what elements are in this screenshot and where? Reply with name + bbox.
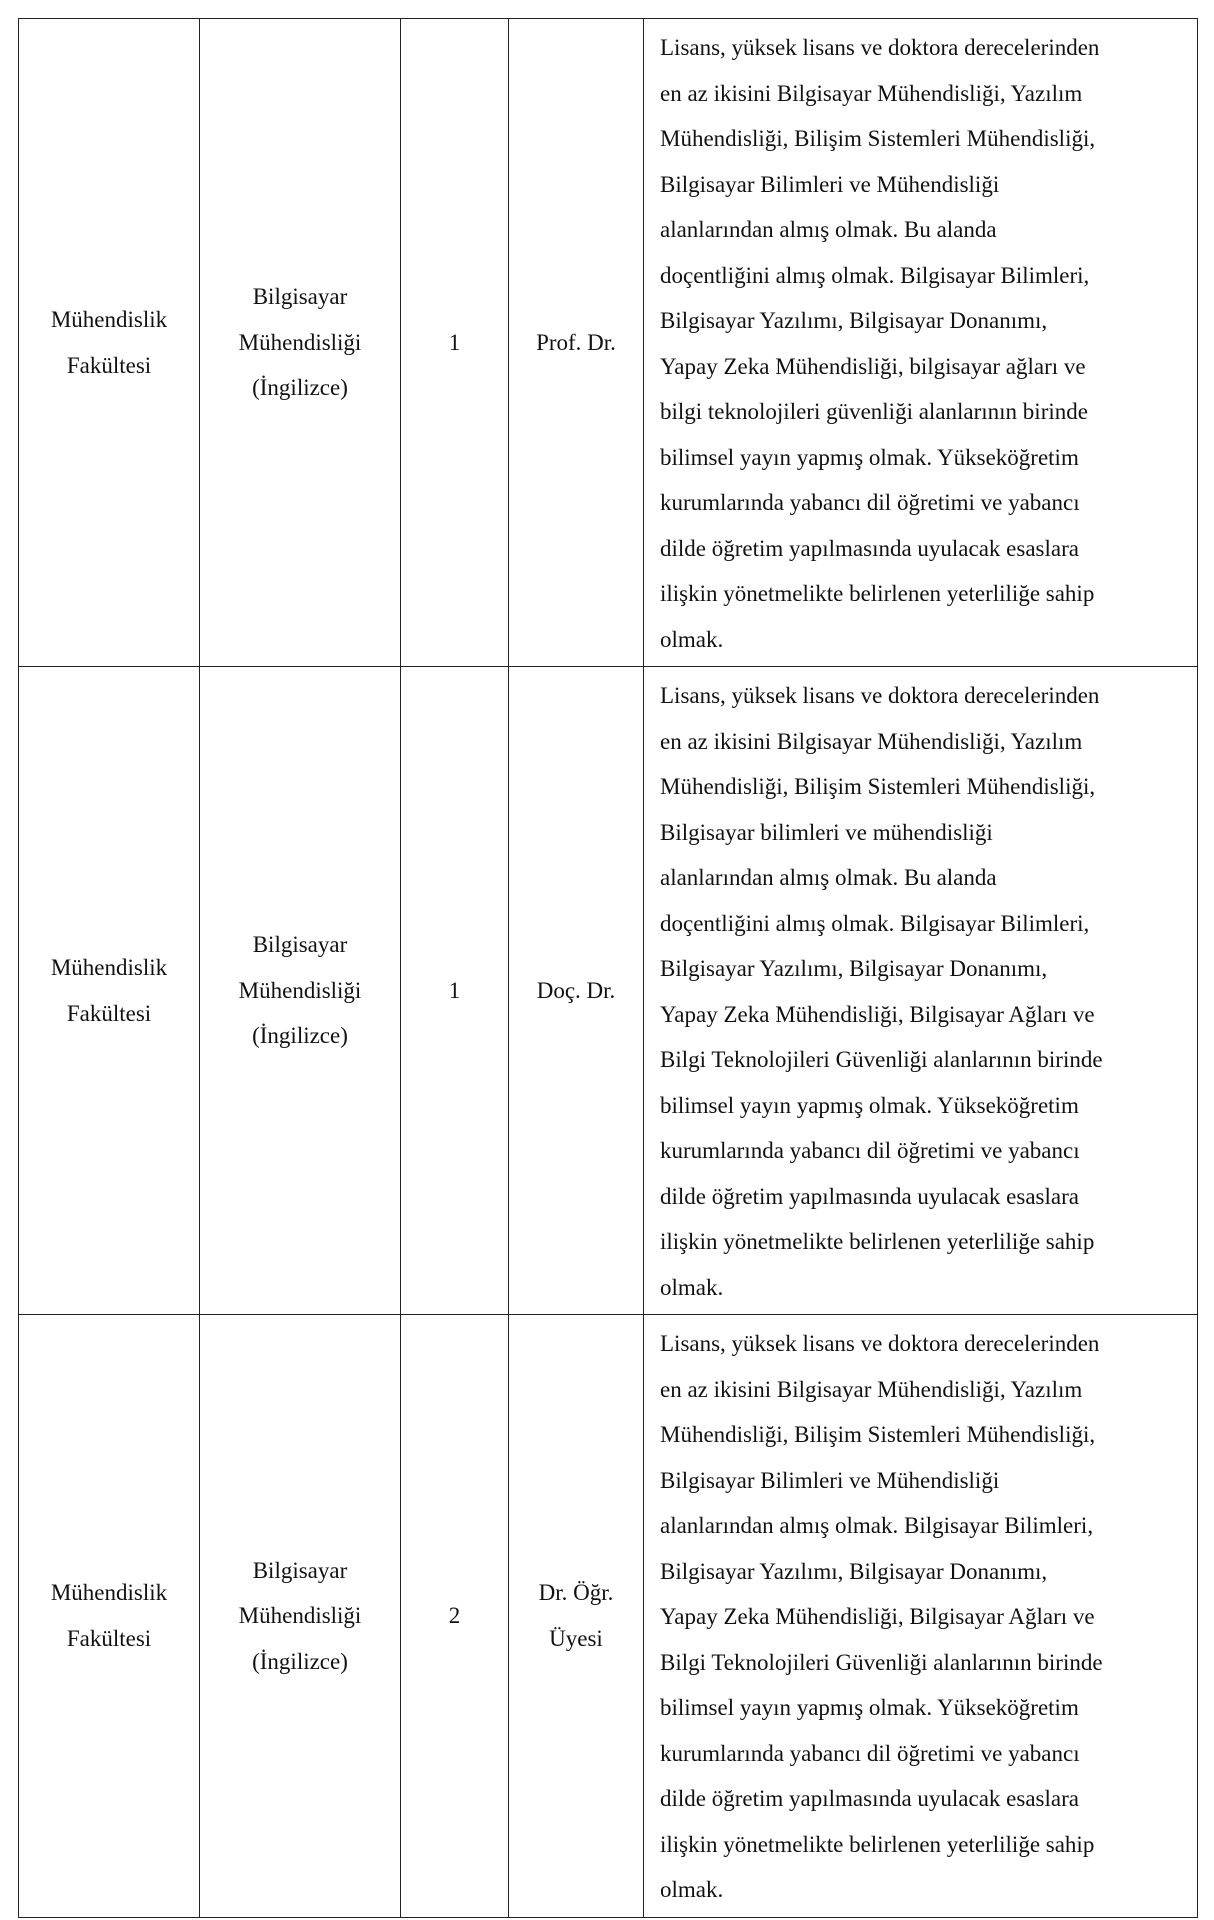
text-line: bilimsel yayın yapmış olmak. Yükseköğretim bbox=[660, 444, 1079, 470]
text-line: alanlarından almış olmak. Bu alanda bbox=[660, 865, 997, 890]
text-line: Bilgisayar bbox=[252, 1557, 348, 1583]
requirements-cell bbox=[644, 1315, 1198, 1918]
faculty-cell bbox=[19, 1315, 200, 1918]
text-line: ilişkin yönetmelikte belirlenen yeterliliğe sahip bbox=[660, 1229, 1095, 1254]
text-line: Mühendisliği bbox=[238, 977, 362, 1003]
text-line: Bilgisayar bilimleri ve mühendisliği bbox=[660, 819, 993, 845]
text-line: ilişkin yönetmelikte belirlenen yeterliliğe sahip bbox=[660, 581, 1095, 606]
text-line: en az ikisini Bilgisayar Mühendisliği, Yazılım bbox=[660, 80, 1083, 106]
text-line: bilimsel yayın yapmış olmak. Yükseköğretim bbox=[660, 1695, 1079, 1720]
text-line: bilimsel yayın yapmış olmak. Yükseköğretim bbox=[660, 1092, 1079, 1118]
text-line: (İngilizce) bbox=[252, 1648, 348, 1674]
table-row bbox=[19, 19, 1198, 667]
text-line: Yapay Zeka Mühendisliği, Bilgisayar Ağları ve bbox=[660, 1001, 1095, 1027]
text-line: dilde öğretim yapılmasında uyulacak esaslara bbox=[660, 1786, 1079, 1811]
faculty-cell bbox=[19, 667, 200, 1315]
department-cell bbox=[200, 1315, 401, 1918]
text-line: olmak. bbox=[660, 1877, 724, 1902]
text-line: Yapay Zeka Mühendisliği, bilgisayar ağları ve bbox=[660, 353, 1086, 379]
academic-title-cell bbox=[509, 1315, 644, 1918]
position-count-cell: 1 bbox=[401, 667, 509, 1315]
text-line: Bilgi Teknolojileri Güvenliği alanlarının birinde bbox=[660, 1047, 1103, 1072]
text-line: en az ikisini Bilgisayar Mühendisliği, Yazılım bbox=[660, 728, 1083, 754]
text-line: (İngilizce) bbox=[252, 1023, 348, 1049]
position-count-cell: 2 bbox=[401, 1315, 509, 1918]
text-line: alanlarından almış olmak. Bu alanda bbox=[660, 217, 997, 242]
text-line: Lisans, yüksek lisans ve doktora derecelerinden bbox=[660, 35, 1100, 60]
text-line: Üyesi bbox=[549, 1625, 603, 1651]
text-line: Fakültesi bbox=[66, 1625, 152, 1651]
requirements-cell bbox=[644, 667, 1198, 1315]
text-line: Doç. Dr. bbox=[536, 977, 616, 1003]
text-line: doçentliğini almış olmak. Bilgisayar Bilimleri, bbox=[660, 910, 1090, 936]
academic-title-cell bbox=[509, 667, 644, 1315]
text-line: alanlarından almış olmak. Bilgisayar Bilimleri, bbox=[660, 1513, 1094, 1538]
text-line: Bilgi Teknolojileri Güvenliği alanlarının birinde bbox=[660, 1649, 1103, 1675]
text-line: olmak. bbox=[660, 626, 724, 652]
requirements-cell bbox=[644, 19, 1198, 667]
text-line: kurumlarında yabancı dil öğretimi ve yabancı bbox=[660, 490, 1080, 515]
text-line: Mühendisliği bbox=[238, 329, 362, 355]
text-line: Mühendisliği, Bilişim Sistemleri Mühendisliği, bbox=[660, 774, 1096, 799]
text-line: Bilgisayar Bilimleri ve Mühendisliği bbox=[660, 1467, 1000, 1493]
text-line: kurumlarında yabancı dil öğretimi ve yabancı bbox=[660, 1740, 1080, 1766]
text-line: Yapay Zeka Mühendisliği, Bilgisayar Ağları ve bbox=[660, 1604, 1095, 1629]
text-line: Bilgisayar Yazılımı, Bilgisayar Donanımı, bbox=[660, 1558, 1048, 1584]
text-line: dilde öğretim yapılmasında uyulacak esaslara bbox=[660, 535, 1079, 561]
positions-table-body bbox=[19, 19, 1198, 1918]
text-line: Fakültesi bbox=[66, 1000, 152, 1026]
text-line: doçentliğini almış olmak. Bilgisayar Bilimleri, bbox=[660, 262, 1090, 288]
text-line: Bilgisayar Yazılımı, Bilgisayar Donanımı, bbox=[660, 956, 1048, 981]
text-line: bilgi teknolojileri güvenliği alanlarının birinde bbox=[660, 399, 1088, 424]
text-line: en az ikisini Bilgisayar Mühendisliği, Yazılım bbox=[660, 1376, 1083, 1402]
department-cell bbox=[200, 19, 401, 667]
faculty-cell bbox=[19, 19, 200, 667]
text-line: (İngilizce) bbox=[252, 375, 348, 401]
text-line: Mühendislik bbox=[50, 955, 168, 980]
text-line: Dr. Öğr. bbox=[538, 1580, 614, 1606]
text-line: ilişkin yönetmelikte belirlenen yeterliliğe sahip bbox=[660, 1831, 1095, 1857]
text-line: Mühendisliği bbox=[238, 1603, 362, 1628]
text-line: Mühendisliği, Bilişim Sistemleri Mühendisliği, bbox=[660, 126, 1096, 151]
table-row bbox=[19, 667, 1198, 1315]
text-line: Bilgisayar Yazılımı, Bilgisayar Donanımı, bbox=[660, 308, 1048, 333]
text-line: Mühendislik bbox=[50, 307, 168, 332]
text-line: Lisans, yüksek lisans ve doktora derecelerinden bbox=[660, 1331, 1100, 1356]
text-line: Fakültesi bbox=[66, 352, 152, 378]
academic-title-cell bbox=[509, 19, 644, 667]
text-line: olmak. bbox=[660, 1274, 724, 1300]
positions-table bbox=[18, 18, 1198, 1918]
position-count-cell: 1 bbox=[401, 19, 509, 667]
text-line: Bilgisayar bbox=[252, 284, 348, 310]
table-row bbox=[19, 1315, 1198, 1918]
text-line: Lisans, yüksek lisans ve doktora derecelerinden bbox=[660, 683, 1100, 708]
text-line: Mühendislik bbox=[50, 1580, 168, 1606]
text-line: Bilgisayar bbox=[252, 932, 348, 958]
text-line: Bilgisayar Bilimleri ve Mühendisliği bbox=[660, 171, 1000, 197]
text-line: kurumlarında yabancı dil öğretimi ve yabancı bbox=[660, 1138, 1080, 1163]
department-cell bbox=[200, 667, 401, 1315]
text-line: Prof. Dr. bbox=[536, 329, 616, 355]
text-line: Mühendisliği, Bilişim Sistemleri Mühendisliği, bbox=[660, 1422, 1096, 1447]
text-line: dilde öğretim yapılmasında uyulacak esaslara bbox=[660, 1183, 1079, 1209]
